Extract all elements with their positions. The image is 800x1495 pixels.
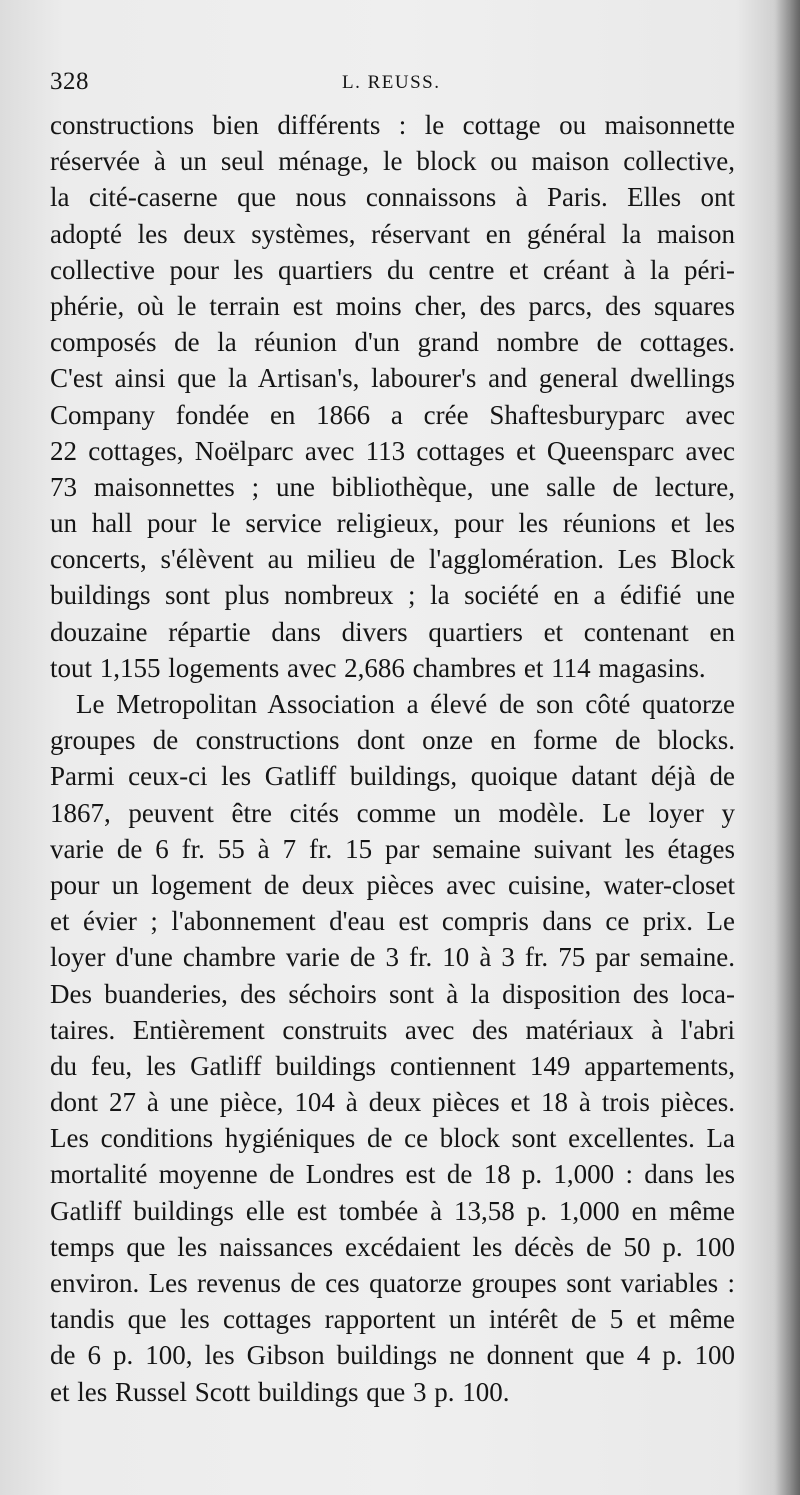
text-line: pour un logement de deux pièces avec cuisine, water-closet — [50, 869, 735, 900]
text-line: adopté les deux systèmes, réservant en général la maison — [50, 218, 735, 249]
text-line: mortalité moyenne de Londres est de 18 p. 1,000 : dans les — [50, 1159, 735, 1190]
text-line: réservée à un seul ménage, le block ou maison collective, — [50, 146, 735, 177]
text-line: du feu, les Gatliff buildings contiennent 149 appartements, — [50, 1050, 735, 1081]
text-line: loyer d'une chambre varie de 3 fr. 10 à 3 fr. 75 par semaine. — [50, 942, 735, 973]
text-line: dont 27 à une pièce, 104 à deux pièces et 18 à trois pièces. — [50, 1087, 735, 1118]
text-line: taires. Entièrement construits avec des matériaux à l'abri — [50, 1014, 735, 1045]
text-line: 73 maisonnettes ; une bibliothèque, une salle de lecture, — [50, 471, 735, 502]
text-line: composés de la réunion d'un grand nombre de cottages. — [50, 327, 735, 358]
running-head: L. REUSS. — [342, 72, 441, 93]
text-line: et évier ; l'abonnement d'eau est compris dans ce prix. Le — [50, 906, 735, 937]
text-line: concerts, s'élèvent au milieu de l'agglomération. Les Block — [50, 544, 735, 575]
text-line: la cité-caserne que nous connaissons à Paris. Elles ont — [50, 182, 735, 213]
body-text — [50, 107, 735, 1410]
text-line: et les Russel Scott buildings que 3 p. 100. — [50, 1376, 510, 1407]
text-line: douzaine répartie dans divers quartiers et contenant en — [50, 616, 735, 647]
text-line: constructions bien différents : le cottage ou maisonnette — [50, 110, 735, 140]
text-line: varie de 6 fr. 55 à 7 fr. 15 par semaine suivant les étages — [50, 833, 735, 864]
text-line: un hall pour le service religieux, pour les réunions et les — [50, 508, 735, 539]
page-header — [50, 68, 740, 102]
text-line: Des buanderies, des séchoirs sont à la disposition des loca- — [50, 978, 735, 1009]
page-edge-shadow — [774, 0, 800, 1495]
text-line: Company fondée en 1866 a crée Shaftesburyparc avec — [50, 399, 735, 430]
text-line: 22 cottages, Noëlparc avec 113 cottages et Queensparc avec — [50, 435, 735, 466]
text-line: phérie, où le terrain est moins cher, des parcs, des squares — [50, 290, 735, 321]
text-line: C'est ainsi que la Artisan's, labourer's and general dwellings — [50, 363, 735, 394]
text-line: Parmi ceux-ci les Gatliff buildings, quoique datant déjà de — [50, 761, 735, 792]
text-line: 1867, peuvent être cités comme un modèle. Le loyer y — [50, 797, 735, 828]
text-line: Gatliff buildings elle est tombée à 13,58 p. 1,000 en même — [50, 1195, 735, 1226]
text-line: groupes de constructions dont onze en forme de blocks. — [50, 725, 735, 756]
text-line: tout 1,155 logements avec 2,686 chambres et 114 magasins. — [50, 652, 706, 683]
paragraph-start-line: Le Metropolitan Association a élevé de son côté quatorze — [76, 689, 735, 719]
text-line: de 6 p. 100, les Gibson buildings ne donnent que 4 p. 100 — [50, 1340, 735, 1371]
text-line: temps que les naissances excédaient les décès de 50 p. 100 — [50, 1231, 735, 1262]
text-line: collective pour les quartiers du centre et créant à la péri- — [50, 254, 735, 285]
text-line: environ. Les revenus de ces quatorze groupes sont variables : — [50, 1268, 735, 1298]
page-number: 328 — [50, 68, 89, 95]
text-line: buildings sont plus nombreux ; la société en a édifié une — [50, 580, 735, 611]
text-line: tandis que les cottages rapportent un intérêt de 5 et même — [50, 1304, 735, 1335]
text-line: Les conditions hygiéniques de ce block sont excellentes. La — [50, 1123, 735, 1154]
